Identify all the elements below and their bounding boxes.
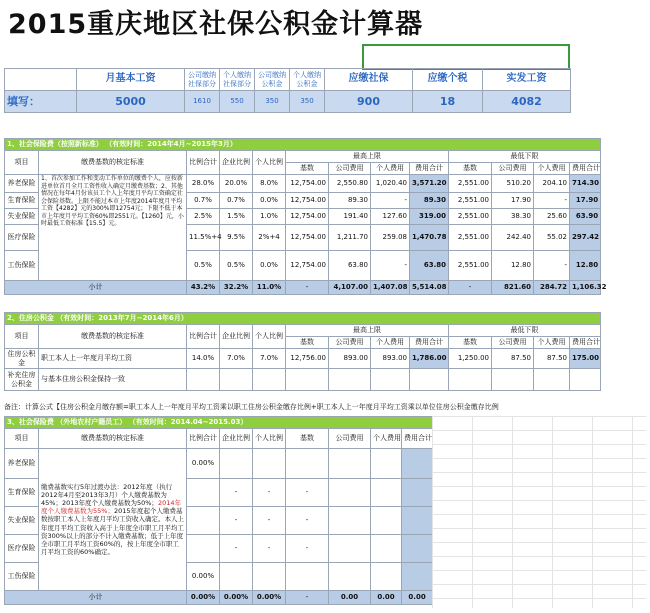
- cell: 2,551.00: [449, 193, 492, 209]
- cell: 2,551.00: [449, 225, 492, 251]
- s1-hdr-total-low: 费用合计: [570, 163, 601, 175]
- cell: [286, 449, 329, 479]
- cell: 1,211.70: [329, 225, 371, 251]
- cell: 55.02: [534, 225, 570, 251]
- cell: [187, 535, 220, 563]
- cell: [329, 563, 371, 591]
- cell: 0.00%: [187, 591, 220, 605]
- cell: 2,551.00: [449, 175, 492, 193]
- row-item: 生育保险: [5, 479, 39, 507]
- hdr-co-soc: 公司缴纳社保部分: [185, 69, 220, 91]
- cell: -: [534, 251, 570, 281]
- cell: 2%+4: [253, 225, 286, 251]
- cell: 893.00: [371, 349, 410, 369]
- cell: [253, 563, 286, 591]
- cell: 14.0%: [187, 349, 220, 369]
- cell: [329, 369, 371, 391]
- cell: 0.00: [371, 591, 402, 605]
- cell: [253, 369, 286, 391]
- cell: 0.5%: [220, 251, 253, 281]
- cell: 12.80: [492, 251, 534, 281]
- cell: -: [253, 507, 286, 535]
- section1-heading: 1、社会保险费（按照新标准） （有效时间：2014年4月~2015年3月）: [5, 139, 601, 151]
- s1-hdr-co-fee: 公司费用: [329, 163, 371, 175]
- cell: 821.60: [492, 281, 534, 295]
- s2-hdr-co-fee-low: 公司费用: [492, 337, 534, 349]
- cell: 职工本人上一年度月平均工资: [39, 349, 187, 369]
- row-item: 工伤保险: [5, 563, 39, 591]
- cell: 0.00%: [187, 563, 220, 591]
- hdr-co-hf: 公司缴纳公积金: [255, 69, 290, 91]
- cell: -: [220, 535, 253, 563]
- summary-blank: [5, 69, 77, 91]
- cell: -: [371, 251, 410, 281]
- cell: -: [534, 193, 570, 209]
- s2-hdr-pe-fee-low: 个人费用: [534, 337, 570, 349]
- row-item: 补充住房公积金: [5, 369, 39, 391]
- cell: 1,250.00: [449, 349, 492, 369]
- cell: [371, 535, 402, 563]
- cell: [329, 507, 371, 535]
- s3-hdr-item: 项目: [5, 429, 39, 449]
- housing-fund-table: [4, 312, 601, 391]
- cell: 175.00: [570, 349, 601, 369]
- s2-hdr-co-fee: 公司费用: [329, 337, 371, 349]
- cell: 63.90: [570, 209, 601, 225]
- cell: 2,551.00: [449, 209, 492, 225]
- co-hf-value: 350: [255, 91, 290, 113]
- s3-hdr-pe-fee: 个人费用: [371, 429, 402, 449]
- cell: 259.08: [371, 225, 410, 251]
- cell: [410, 369, 449, 391]
- cell: 1,020.40: [371, 175, 410, 193]
- section3-heading: 3、社会保险费 （外地农村户籍员工） （有效时间：2014.04~2015.03）: [5, 417, 433, 429]
- row-item: 养老保险: [5, 449, 39, 479]
- cell: 242.40: [492, 225, 534, 251]
- cell: 12,756.00: [286, 349, 329, 369]
- cell: 284.72: [534, 281, 570, 295]
- cell: 1.0%: [253, 209, 286, 225]
- co-soc-value: 1610: [185, 91, 220, 113]
- s3-hdr-base: 基数: [286, 429, 329, 449]
- s1-hdr-pe-ratio: 个人比例: [253, 151, 286, 175]
- cell: 0.00: [402, 591, 433, 605]
- s1-hdr-co-ratio: 企业比例: [220, 151, 253, 175]
- s3-std-red: 2014年度个人缴费基数为55%；: [41, 499, 181, 516]
- cell: [402, 563, 433, 591]
- table-row: [5, 349, 601, 369]
- cell: [329, 535, 371, 563]
- s3-std-text: [39, 449, 187, 591]
- pay-value: 4082: [483, 91, 571, 113]
- cell: [371, 563, 402, 591]
- hdr-pe-soc: 个人缴纳社保部分: [220, 69, 255, 91]
- cell: 1,470.78: [410, 225, 449, 251]
- cell: [329, 479, 371, 507]
- cell: [286, 563, 329, 591]
- hdr-wage: 月基本工资: [77, 69, 185, 91]
- s2-hdr-ratio-sum: 比例合计: [187, 325, 220, 349]
- cell: [570, 369, 601, 391]
- summary-table: [4, 68, 571, 113]
- cell: 4,107.00: [329, 281, 371, 295]
- row-item: 医疗保险: [5, 225, 39, 251]
- cell: 11.5%+4: [187, 225, 220, 251]
- s2-hdr-total: 费用合计: [410, 337, 449, 349]
- cell: 191.40: [329, 209, 371, 225]
- cell: 12.80: [570, 251, 601, 281]
- cell: [187, 507, 220, 535]
- cell: [286, 369, 329, 391]
- cell: -: [286, 535, 329, 563]
- pe-soc-value: 550: [220, 91, 255, 113]
- s2-hdr-lower: 最低下限: [449, 325, 601, 337]
- soc-value: 900: [325, 91, 413, 113]
- cell: [220, 369, 253, 391]
- cell: [329, 449, 371, 479]
- s2-hdr-std: 缴费基数的核定标准: [39, 325, 187, 349]
- cell: 127.60: [371, 209, 410, 225]
- s1-hdr-total: 费用合计: [410, 163, 449, 175]
- subtotal-label: 小计: [5, 591, 187, 605]
- row-item: 工伤保险: [5, 251, 39, 281]
- cell: -: [253, 479, 286, 507]
- cell: 43.2%: [187, 281, 220, 295]
- cell: 89.30: [329, 193, 371, 209]
- s2-hdr-pe-ratio: 个人比例: [253, 325, 286, 349]
- hdr-pay: 实发工资: [483, 69, 571, 91]
- s2-hdr-co-ratio: 企业比例: [220, 325, 253, 349]
- hdr-pe-hf: 个人缴纳公积金: [290, 69, 325, 91]
- cell: 0.00%: [187, 449, 220, 479]
- subtotal-label: 小计: [5, 281, 187, 295]
- cell: -: [220, 479, 253, 507]
- cell: -: [286, 591, 329, 605]
- cell: 12,754.00: [286, 209, 329, 225]
- s1-hdr-std: 缴费基数的核定标准: [39, 151, 187, 175]
- cell: 0.0%: [253, 193, 286, 209]
- cell: 12,754.00: [286, 193, 329, 209]
- cell: 63.80: [329, 251, 371, 281]
- cell: 与基本住房公积金保持一致: [39, 369, 187, 391]
- cell: 0.00: [329, 591, 371, 605]
- cell: 7.0%: [220, 349, 253, 369]
- row-item: 住房公积金: [5, 349, 39, 369]
- s3-hdr-ratio-sum: 比例合计: [187, 429, 220, 449]
- s3-std-black: 缴费基数实行5年过渡办法：2012年度（执行2012年4月至2013年3月）个人缴费基数为45%；2013年度个人缴费基数为50%；: [41, 482, 173, 508]
- cell: 0.5%: [187, 251, 220, 281]
- s1-hdr-ratio-sum: 比例合计: [187, 151, 220, 175]
- s1-hdr-pe-fee: 个人费用: [371, 163, 410, 175]
- cell: 1,407.08: [371, 281, 410, 295]
- cell: 28.0%: [187, 175, 220, 193]
- s1-hdr-base-low: 基数: [449, 163, 492, 175]
- cell: 63.80: [410, 251, 449, 281]
- s2-hdr-item: 项目: [5, 325, 39, 349]
- row-item: 失业保险: [5, 507, 39, 535]
- row-item: 生育保险: [5, 193, 39, 209]
- cell: [402, 449, 433, 479]
- cell: [220, 449, 253, 479]
- cell: 319.00: [410, 209, 449, 225]
- cell: 714.30: [570, 175, 601, 193]
- social-insurance-table: [4, 138, 607, 295]
- cell: -: [371, 193, 410, 209]
- cell: 11.0%: [253, 281, 286, 295]
- cell: 2.5%: [187, 209, 220, 225]
- table-row: [5, 449, 433, 479]
- cell: 20.0%: [220, 175, 253, 193]
- cell: 893.00: [329, 349, 371, 369]
- cell: [253, 449, 286, 479]
- s1-hdr-lower: 最低下限: [449, 151, 601, 163]
- s3-hdr-pe-ratio: 个人比例: [253, 429, 286, 449]
- cell: 3,571.20: [410, 175, 449, 193]
- subtotal-row: [5, 281, 601, 295]
- s3-hdr-co-ratio: 企业比例: [220, 429, 253, 449]
- cell: 1,106.32: [570, 281, 601, 295]
- cell: 2,550.80: [329, 175, 371, 193]
- cell: -: [286, 507, 329, 535]
- cell: [371, 479, 402, 507]
- hdr-soc: 应缴社保: [325, 69, 413, 91]
- cell: 0.00%: [253, 591, 286, 605]
- fill-label: 填写：: [5, 91, 77, 113]
- page-title: 2015重庆地区社保公积金计算器: [8, 9, 424, 40]
- cell: 8.0%: [253, 175, 286, 193]
- s2-hdr-base-low: 基数: [449, 337, 492, 349]
- cell: 9.5%: [220, 225, 253, 251]
- cell: 0.7%: [187, 193, 220, 209]
- s3-std-black2: 2015年度起个人缴费基数按职工本人上年度月平均工资收入确定。本人上年度月平均工资收入高于上年度全市职工月平均工资300%以上的部分不计入缴费基数；低于上年度全市职工月平均工资60%的，按上年度全市职工月平均工资的60%确定。: [41, 507, 184, 556]
- cell: -: [253, 535, 286, 563]
- cell: -: [449, 281, 492, 295]
- s2-hdr-upper: 最高上限: [286, 325, 449, 337]
- cell: 32.2%: [220, 281, 253, 295]
- tax-value: 18: [413, 91, 483, 113]
- row-item: 养老保险: [5, 175, 39, 193]
- cell: [371, 449, 402, 479]
- cell: [187, 479, 220, 507]
- pe-hf-value: 350: [290, 91, 325, 113]
- s1-hdr-upper: 最高上限: [286, 151, 449, 163]
- cell: 0.00%: [220, 591, 253, 605]
- cell: -: [286, 281, 329, 295]
- s3-hdr-co-fee: 公司费用: [329, 429, 371, 449]
- cell: [402, 535, 433, 563]
- row-item: 医疗保险: [5, 535, 39, 563]
- s3-hdr-std: 缴费基数的核定标准: [39, 429, 187, 449]
- cell: 12,754.00: [286, 251, 329, 281]
- cell: 89.30: [410, 193, 449, 209]
- cell: 0.0%: [253, 251, 286, 281]
- hdr-tax: 应缴个税: [413, 69, 483, 91]
- rural-insurance-table: [4, 416, 433, 605]
- cell: [402, 479, 433, 507]
- s3-hdr-total: 费用合计: [402, 429, 433, 449]
- cell: 38.30: [492, 209, 534, 225]
- s2-hdr-pe-fee: 个人费用: [371, 337, 410, 349]
- s2-hdr-base: 基数: [286, 337, 329, 349]
- cell: [371, 369, 410, 391]
- cell: [534, 369, 570, 391]
- s1-hdr-pe-fee-low: 个人费用: [534, 163, 570, 175]
- s2-hdr-total-low: 费用合计: [570, 337, 601, 349]
- cell: 25.60: [534, 209, 570, 225]
- cell: [402, 507, 433, 535]
- formula-note: 备注：计算公式【住房公积金月缴存额=职工本人上一年度月平均工资乘以职工住房公积金缴存比例+职工本人上一年度月平均工资乘以单位住房公积金缴存比例: [4, 403, 499, 411]
- cell: 12,754.00: [286, 225, 329, 251]
- s1-hdr-item: 项目: [5, 151, 39, 175]
- cell: 5,514.08: [410, 281, 449, 295]
- table-row: [5, 175, 601, 193]
- cell: -: [220, 507, 253, 535]
- cell: 17.90: [570, 193, 601, 209]
- cell: 12,754.00: [286, 175, 329, 193]
- cell: [449, 369, 492, 391]
- cell: 17.90: [492, 193, 534, 209]
- row-item: 失业保险: [5, 209, 39, 225]
- cell: 1.5%: [220, 209, 253, 225]
- section2-heading: 2、住房公积金 （有效时间：2013年7月~2014年6月）: [5, 313, 601, 325]
- s1-hdr-base: 基数: [286, 163, 329, 175]
- empty-grid: [432, 416, 646, 608]
- cell: 204.10: [534, 175, 570, 193]
- cell: [220, 563, 253, 591]
- subtotal-row: [5, 591, 433, 605]
- wage-input[interactable]: 5000: [77, 91, 185, 113]
- selected-cell[interactable]: [362, 44, 570, 70]
- cell: 297.42: [570, 225, 601, 251]
- cell: 7.0%: [253, 349, 286, 369]
- cell: 87.50: [534, 349, 570, 369]
- s1-std-text: 1、首次参加工作和变动工作单位的缴费个人，应按新进单位首月全月工资性收入确定月缴费基数；2、其他情况在每年4月份该员工个人上年度月平均工资确定社会保险基数。上限不能过本市上年度2014年度月平均工资【4282】元的300%即12754元；下限不低于本市上年度月平均工资60%即2551元。【1260】元，小时最低工资标准【15.5】元。: [39, 175, 187, 281]
- s1-hdr-co-fee-low: 公司费用: [492, 163, 534, 175]
- cell: 1,786.00: [410, 349, 449, 369]
- cell: [371, 507, 402, 535]
- cell: [187, 369, 220, 391]
- cell: 2,551.00: [449, 251, 492, 281]
- cell: -: [286, 479, 329, 507]
- table-row: [5, 369, 601, 391]
- cell: 510.20: [492, 175, 534, 193]
- cell: 0.7%: [220, 193, 253, 209]
- cell: [492, 369, 534, 391]
- cell: 87.50: [492, 349, 534, 369]
